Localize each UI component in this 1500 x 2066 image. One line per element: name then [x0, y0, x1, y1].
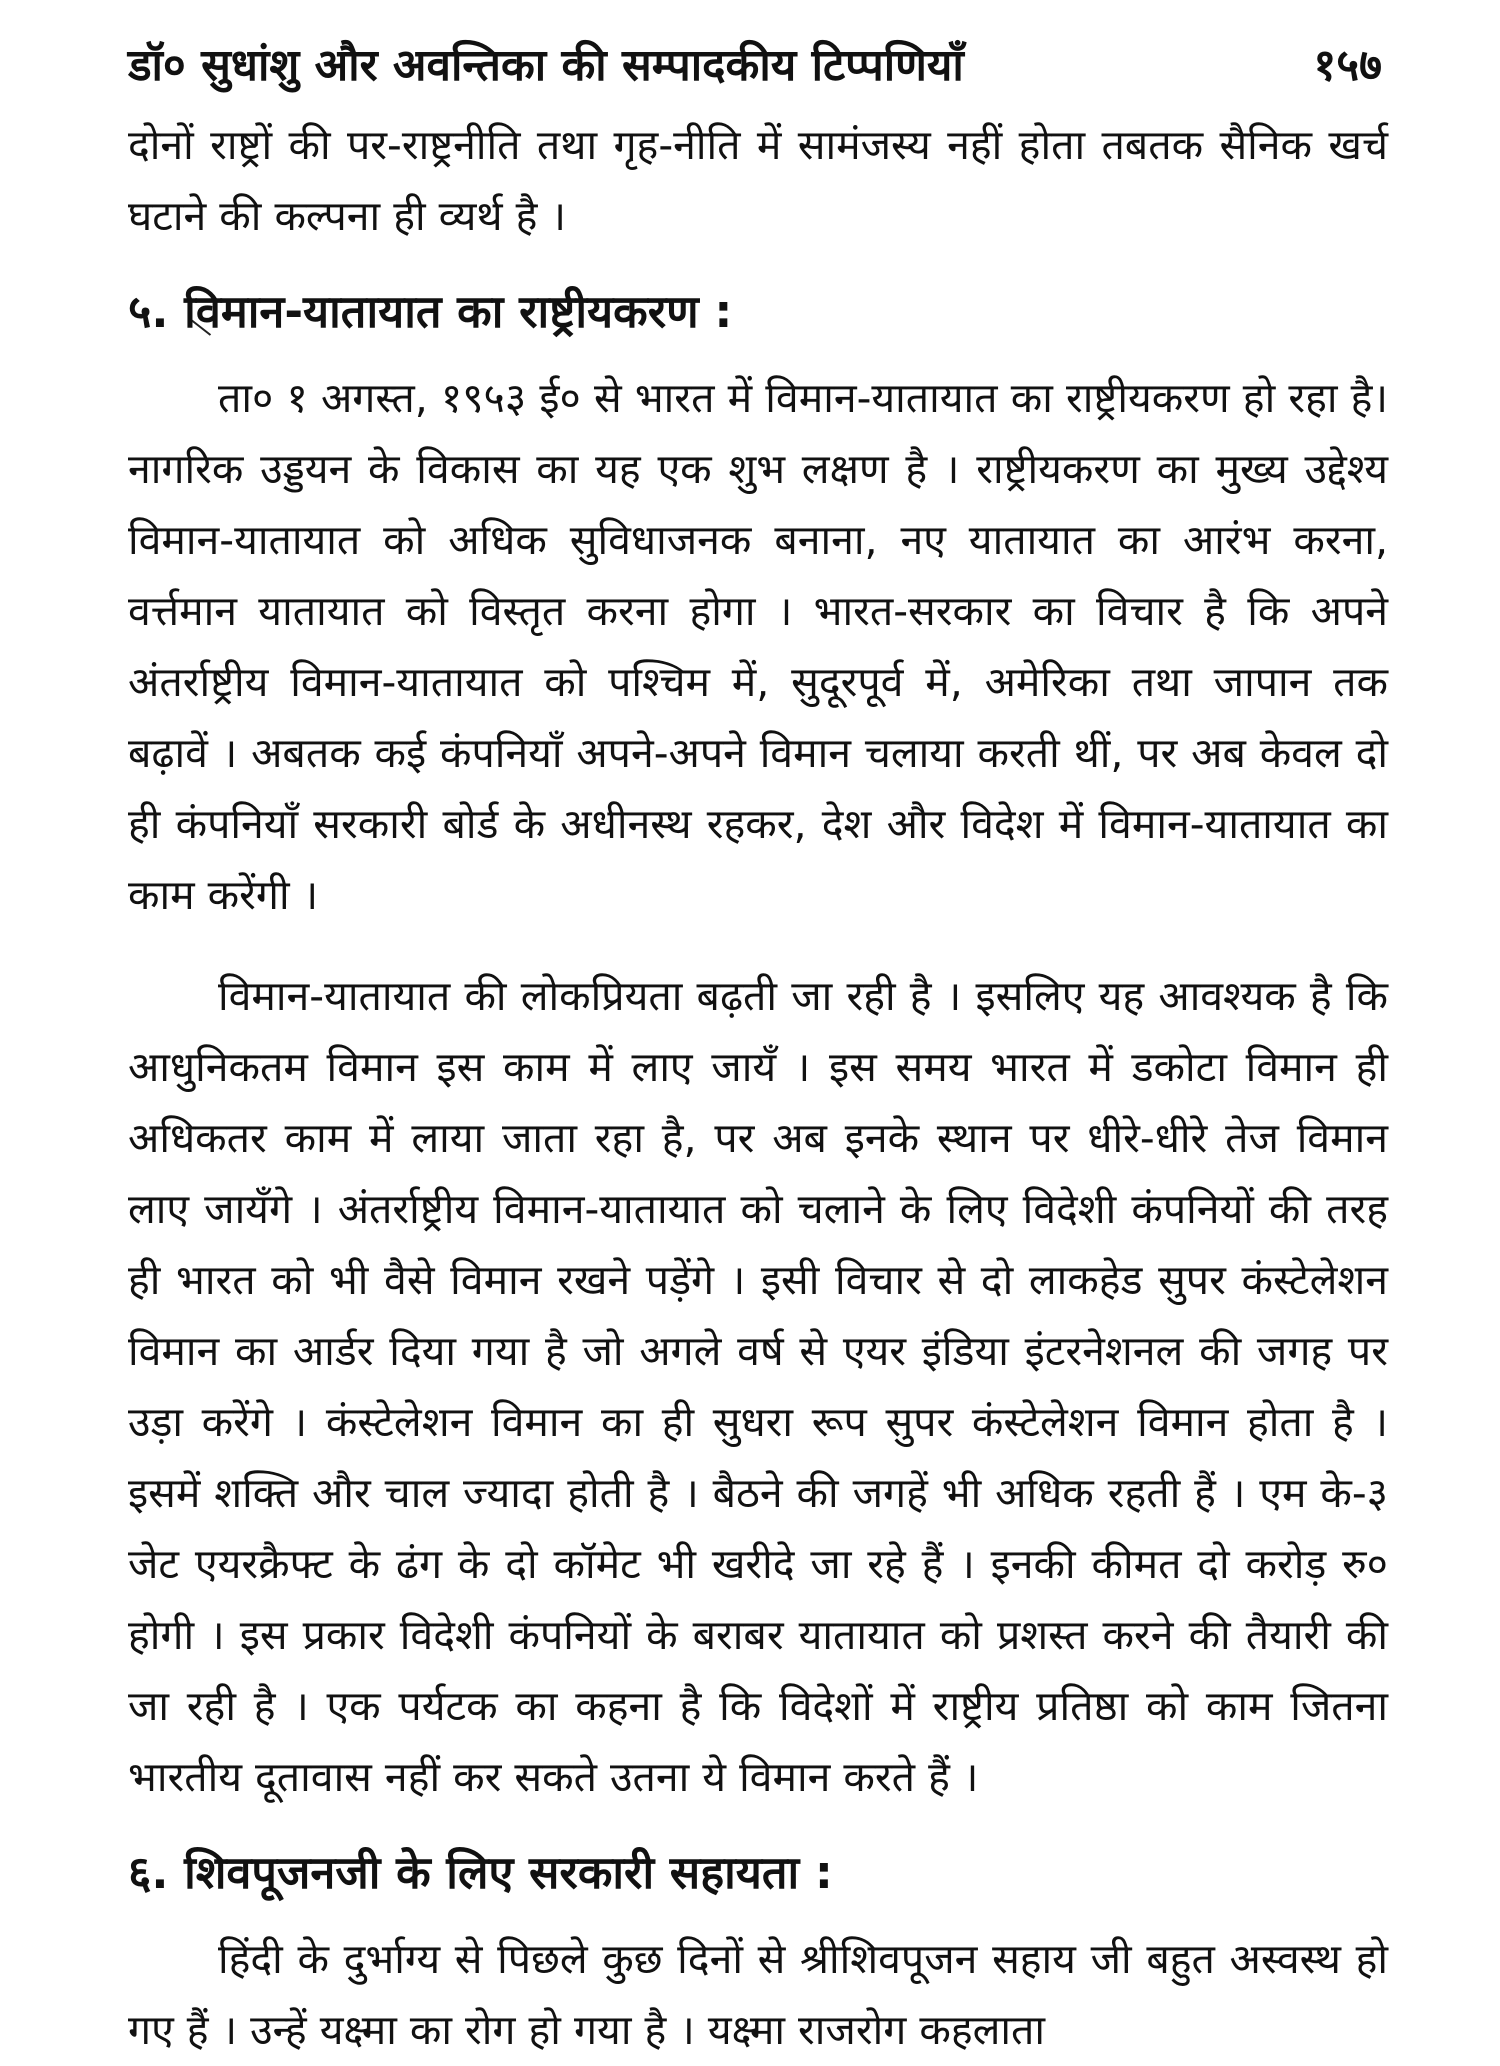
- section-5-paragraph-2: विमान-यातायात की लोकप्रियता बढ़ती जा रही है । इसलिए यह आवश्यक है कि आधुनिकतम विमान इस काम में लाए जायँ । इस समय भारत में डकोटा विमान ही अधिकतर काम में लाया जाता रहा है, पर अब इनके स्थान पर धीरे-धीरे तेज विमान लाए जायँगे । अंतर्राष्ट्रीय विमान-यातायात को चलाने के लिए विदेशी कंपनियों की तरह ही भारत को भी वैसे विमान रखने पड़ेंगे । इसी विचार से दो लाकहेड सुपर कंस्टेलेशन विमान का आर्डर दिया गया है जो अगले वर्ष से एयर इंडिया इंटरनेशनल की जगह पर उड़ा करेंगे । कंस्टेलेशन विमान का ही सुधरा रूप सुपर कंस्टेलेशन विमान होता है । इसमें शक्ति और चाल ज्यादा होती है । बैठने की जगहें भी अधिक रहती हैं । एम के-३ जेट एयरक्रैफ्ट के ढंग के दो कॉमेट भी खरीदे जा रहे हैं । इनकी कीमत दो करोड़ रु० होगी । इस प्रकार विदेशी कंपनियों के बराबर यातायात को प्रशस्त करने की तैयारी की जा रही है । एक पर्यटक का कहना है कि विदेशों में राष्ट्रीय प्रतिष्ठा को काम जितना भारतीय दूतावास नहीं कर सकते उतना ये विमान करते हैं ।: [128, 972, 1388, 1801]
- section-6-heading: ६. शिवपूजनजी के लिए सरकारी सहायता :: [128, 1846, 833, 1899]
- page-number: १५७: [1313, 40, 1382, 91]
- page-body: [128, 110, 1388, 2066]
- intro-paragraph: दोनों राष्ट्रों की पर-राष्ट्रनीति तथा गृह-नीति में सामंजस्य नहीं होता तबतक सैनिक खर्च घटाने की कल्पना ही व्यर्थ है ।: [128, 121, 1388, 240]
- section-5-paragraph-1: ता० १ अगस्त, १९५३ ई० से भारत में विमान-यातायात का राष्ट्रीयकरण हो रहा है। नागरिक उड्डयन के विकास का यह एक शुभ लक्षण है । राष्ट्रीयकरण का मुख्य उद्देश्य विमान-यातायात को अधिक सुविधाजनक बनाना, नए यातायात का आरंभ करना, वर्त्तमान यातायात को विस्तृत करना होगा । भारत-सरकार का विचार है कि अपने अंतर्राष्ट्रीय विमान-यातायात को पश्चिम में, सुदूरपूर्व में, अमेरिका तथा जापान तक बढ़ावें । अबतक कई कंपनियाँ अपने-अपने विमान चलाया करती थीं, पर अब केवल दो ही कंपनियाँ सरकारी बोर्ड के अधीनस्थ रहकर, देश और विदेश में विमान-यातायात का काम करेंगी ।: [128, 374, 1388, 919]
- section-5-heading: ५. विमान-यातायात का राष्ट्रीयकरण :: [128, 285, 733, 338]
- running-header: [128, 28, 1382, 98]
- running-title: डॉ० सुधांशु और अवन्तिका की सम्पादकीय टिप्पणियाँ: [128, 40, 964, 91]
- section-6-paragraph-1: हिंदी के दुर्भाग्य से पिछले कुछ दिनों से श्रीशिवपूजन सहाय जी बहुत अस्वस्थ हो गए हैं । उन्हें यक्ष्मा का रोग हो गया है । यक्ष्मा राजरोग कहलाता: [128, 1935, 1388, 2054]
